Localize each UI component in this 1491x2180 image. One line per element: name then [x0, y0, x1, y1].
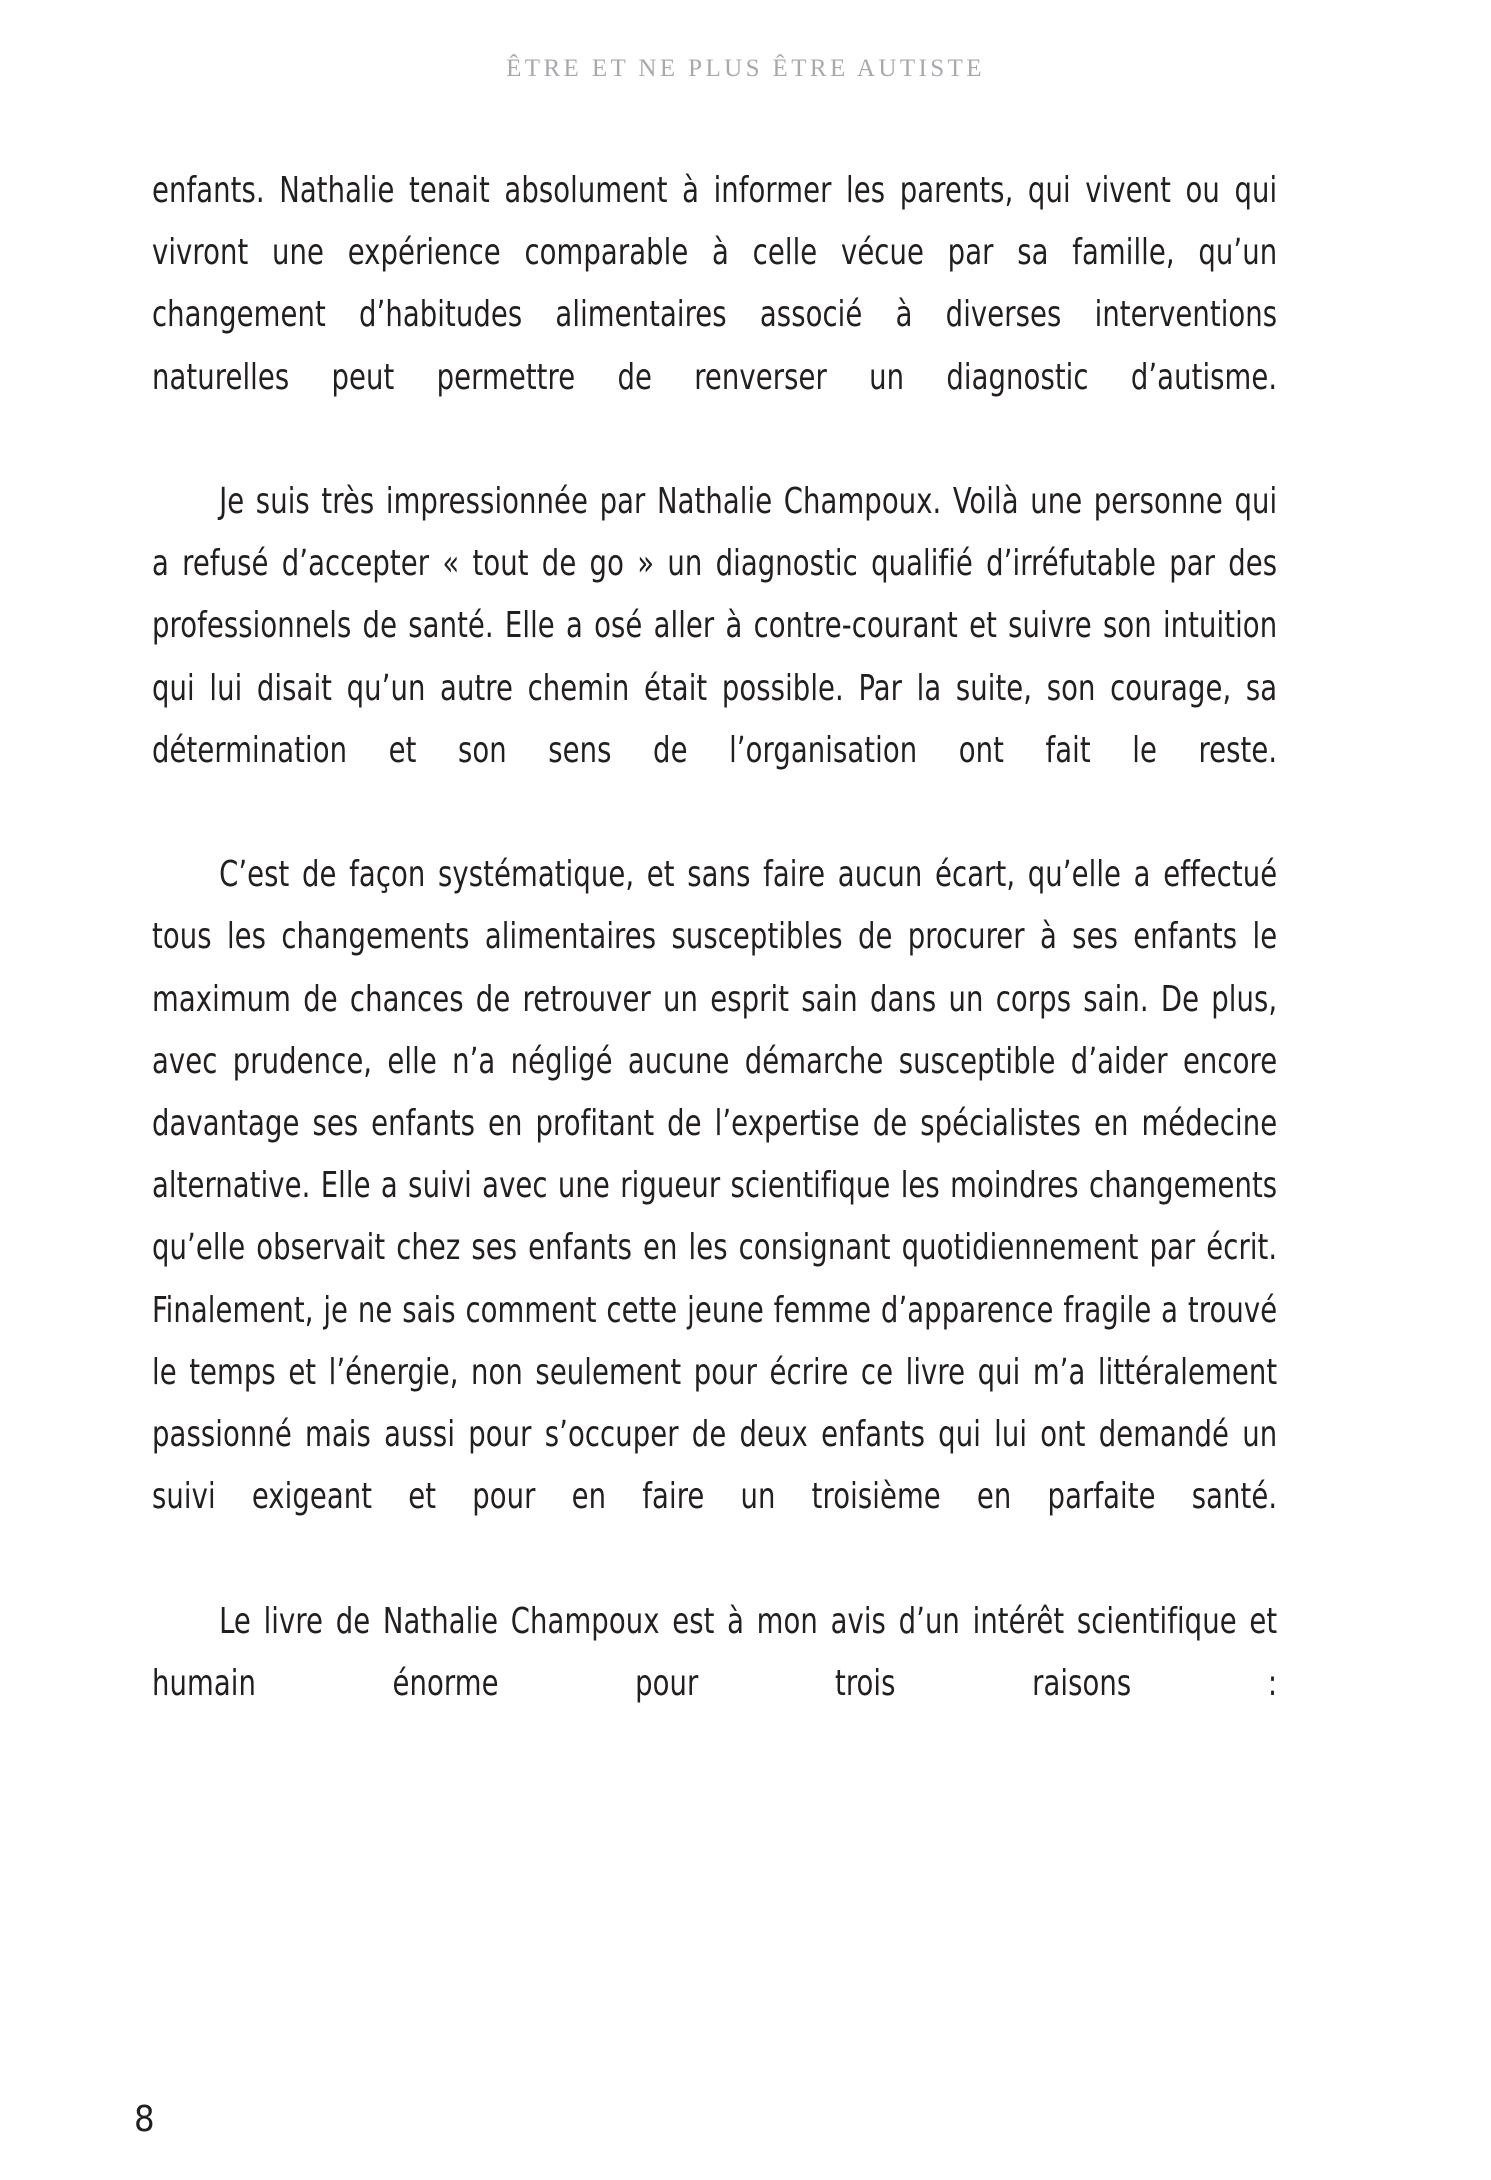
paragraph-1: enfants. Nathalie tenait absolument à informer les parents, qui vivent ou qui vivront une expérience comparable à celle vécue par sa famille, qu’un changement d’habitudes alimentaires associé à diverses interventions naturelles peut permettre de renverser un diagnostic d’autisme. [152, 170, 1278, 398]
body-text-block [152, 160, 1277, 1777]
paragraph-2: Je suis très impressionnée par Nathalie Champoux. Voilà une personne qui a refusé d’accepter « tout de go » un diagnostic qualifié d’irréfutable par des professionnels de santé. Elle a osé aller à contre-courant et suivre son intuition qui lui disait qu’un autre chemin était possible. Par la suite, son courage, sa détermination et son sens de l’organisation ont fait le reste. [152, 481, 1278, 771]
page-number: 8 [134, 2099, 155, 2140]
paragraph-4: Le livre de Nathalie Champoux est à mon avis d’un intérêt scientifique et humain énorme pour trois raisons : [152, 1600, 1278, 1704]
running-head: ÊTRE ET NE PLUS ÊTRE AUTISTE [506, 55, 985, 82]
paragraph-3: C’est de façon systématique, et sans faire aucun écart, qu’elle a effectué tous les changements alimentaires susceptibles de procurer à ses enfants le maximum de chances de retrouver un esprit sain dans un corps sain. De plus, avec prudence, elle n’a négligé aucune démarche susceptible d’aider encore davantage ses enfants en profitant de l’expertise de spécialistes en médecine alternative. Elle a suivi avec une rigueur scientifique les moindres changements qu’elle observait chez ses enfants en les consignant quotidiennement par écrit. Finalement, je ne sais comment cette jeune femme d’apparence fragile a trouvé le temps et l’énergie, non seulement pour écrire ce livre qui m’a littéralement passionné mais aussi pour s’occuper de deux enfants qui lui ont demandé un suivi exigeant et pour en faire un troisième en parfaite santé. [152, 854, 1278, 1518]
